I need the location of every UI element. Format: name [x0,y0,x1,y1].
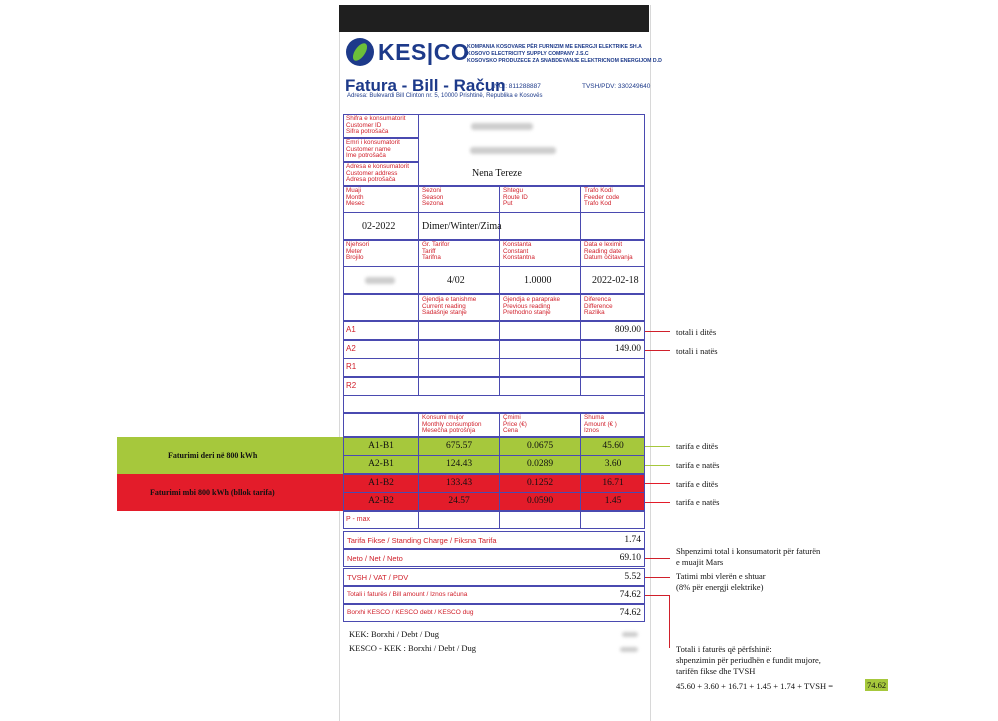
band-green-label: Faturimi deri në 800 kWh [168,451,258,460]
b1-night-note: tarifa e natës [676,460,720,470]
constant-value: 1.0000 [524,275,552,286]
reading-row-diff: 149.00 [614,344,641,354]
route-label: Shtegu Route ID Put [503,187,528,208]
tariff-label: Gr. Tarifor Tariff Tarifna [422,241,450,262]
company-address: Adresa: Bulevardi Bill Clinton nr. 5, 10000 Prishtinë, Republika e Kosovës [347,93,543,99]
customer-id-redacted [471,123,533,130]
reading-date-value: 2022-02-18 [592,275,639,286]
net-label: Neto / Net / Neto [347,554,403,563]
current-reading-label: Gjendja e tanishme Current reading Sadašnje stanje [422,296,477,317]
bill-note-2: shpenzimin për periudhën e fundit mujore, [676,655,821,665]
spacer-row [343,395,645,413]
b1-day-note: tarifa e ditës [676,441,719,451]
consumption-name: A1-B2 [368,478,394,488]
consumption-price: 0.0590 [526,496,554,506]
reading-row-name: R1 [346,362,357,371]
vat-note-1: Tatimi mbi vlerën e shtuar [676,571,766,581]
reading-row-name: R2 [346,381,357,390]
month-value: 02-2022 [362,221,396,232]
b2-night-note: tarifa e natës [676,497,720,507]
tariff-value: 4/02 [447,275,465,286]
b2-day-note: tarifa e ditës [676,479,719,489]
constant-label: Konstanta Constant Konstantna [503,241,535,262]
monthly-consumption-label: Konsumi mujor Monthly consumption Mesečna potrošnja [422,414,482,435]
customer-name-label: Emri i konsumatorit Customer name Ime potrošača [346,139,400,160]
reading-row-name: A2 [346,344,356,353]
bill-value: 74.62 [619,590,641,600]
feeder-label: Trafo Kodi Feeder code Trafo Kod [584,187,620,208]
b2-day-connector [645,483,670,484]
consumption-name: A2-B1 [368,459,394,469]
pmax-label: P - max [346,516,370,523]
consumption-amount: 16.71 [602,478,624,488]
consumption-qty: 24.57 [448,496,470,506]
debt-label: Borxhi KESCO / KESCO debt / KESCO dug [347,609,474,616]
bill-title: Fatura - Bill - Račun [345,76,506,95]
formula: 45.60 + 3.60 + 16.71 + 1.45 + 1.74 + TVSH = [676,681,834,691]
consumption-qty: 124.43 [445,459,473,469]
kesco-kek-debt-label: KESCO - KEK : Borxhi / Debt / Dug [349,643,477,653]
b1-night-connector [645,465,670,466]
consumption-name: A2-B2 [368,496,394,506]
vat-label: TVSH / VAT / PDV [347,573,409,582]
customer-address-value: Nena Tereze [472,168,522,179]
consumption-amount: 1.45 [604,496,622,506]
bill-note-3: tarifën fikse dhe TVSH [676,666,756,676]
bill-note-1: Totali i faturës që përfshinë: [676,644,772,654]
kek-debt-redacted [622,632,638,637]
difference-label: Diferenca Difference Razlika [584,296,613,317]
bill-connector-h [645,595,670,596]
b1-day-connector [645,446,670,447]
season-value: Dimer/Winter/Zima [422,221,502,232]
customer-name-redacted [470,147,556,154]
meter-number-redacted [365,277,395,284]
a2-connector [645,350,670,351]
consumption-amount: 45.60 [602,441,624,451]
bill-label: Totali i faturës / Bill amount / Iznos računa [347,591,468,598]
consumption-amount: 3.60 [604,459,622,469]
vat-note-2: (8% për energji elektrike) [676,582,764,592]
meter-label: Njehsori Meter Brojilo [346,241,370,262]
net-note-2: e muajit Mars [676,557,724,567]
consumption-qty: 133.43 [445,478,473,488]
vat-connector [645,577,670,578]
fixed-label: Tarifa Fikse / Standing Charge / Fiksna Tarifa [347,536,497,545]
fixed-value: 1.74 [624,535,641,545]
previous-reading-label: Gjendja e paraprake Previous reading Prethodno stanje [503,296,561,317]
net-value: 69.10 [619,553,641,563]
season-label: Sezoni Season Sezona [422,187,444,208]
debt-value: 74.62 [619,608,641,618]
reading-row-diff: 809.00 [614,325,641,335]
amount-label: Shuma Amount (€ ) Iznos [584,414,617,435]
a1-connector [645,331,670,332]
formula-total: 74.62 [867,680,887,690]
kek-debt-label: KEK: Borxhi / Debt / Dug [349,629,439,639]
a2-note: totali i natës [676,346,718,356]
net-connector [645,558,670,559]
price-label: Çmimi Price (€) Cena [503,414,527,435]
a1-note: totali i ditës [676,327,717,337]
consumption-name: A1-B1 [368,441,394,451]
reading-row-name: A1 [346,325,356,334]
vat-value: 5.52 [624,572,641,582]
b2-night-connector [645,502,670,503]
top-bar [339,5,649,32]
consumption-price: 0.0675 [526,441,554,451]
customer-id-label: Shifra e konsumatorit Customer ID Sifra potrošača [346,115,406,136]
company-names: KOMPANIA KOSOVARE PËR FURNIZIM ME ENERGJI ELEKTRIKE SH.A KOSOVO ELECTRICITY SUPPLY COMPANY J.S.C KOSOVSKO PRODUZECE ZA SNABDEVANJE ELEKTRICNOM ENERGIJOM D.D [467,44,662,64]
consumption-qty: 675.57 [445,441,473,451]
reading-date-label: Data e leximit Reading date Datum očitavanja [584,241,633,262]
kesco-kek-debt-redacted [620,647,638,652]
bill-connector-v [669,595,670,648]
month-label: Muaji Month Mesec [346,187,365,208]
logo-text: KES|CO [378,39,470,65]
nui-number: NUI: 811288887 [494,83,541,90]
net-note-1: Shpenzimi total i konsumatorit për faturën [676,546,821,556]
customer-address-label: Adresa e konsumatorit Customer address Adresa potrošača [346,163,409,184]
consumption-price: 0.1252 [526,478,554,488]
band-red-label: Faturimi mbi 800 kWh (bllok tarifa) [150,488,275,497]
vat-number: TVSH/PDV: 330249640 [582,83,651,90]
consumption-price: 0.0289 [526,459,554,469]
